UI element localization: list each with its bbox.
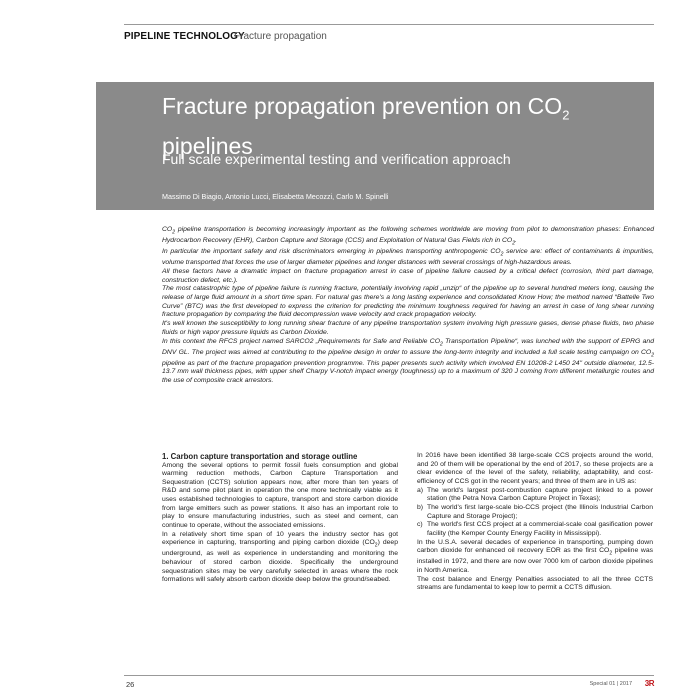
publisher-logo: 3R: [644, 679, 654, 688]
issue-label: Special 01 | 2017: [589, 681, 632, 687]
project-list: [417, 487, 653, 539]
title-banner: [96, 82, 654, 210]
list-marker: c): [417, 521, 423, 529]
title-subscript: 2: [562, 107, 570, 123]
title-line2: pipelines: [162, 132, 253, 159]
title-line1: Fracture propagation prevention on CO: [162, 93, 563, 119]
body-paragraph: In 2016 have been identified 38 large-scale CCS projects around the world, and 20 of them will be operational by the end of 2017, so these projects are a clear evidence of the level of the safety, reliability, adaptability, and cost-efficiency of CCS got in the recent years; and three of them are in US as:: [417, 452, 653, 485]
abstract-paragraph: In this context the RFCS project named SARCO2 „Requirements for Safe and Reliable $CO_2$ Transportation Pipeline“, was lunched with the support of EPRG and DNV GL. The project was aimed at contributing to the pipeline design in order to assure the long-term integrity and included a full scale testing campaign on $CO_2$ pipeline as part of the fracture propagation prevention programme. This paper presents such activity which involved EN 10208-2 L450 24" outside diameter, 12.5-13.7 mm wall thickness pipes, with upper shelf Charpy V-notch impact energy (toughness) up to a maximum of 320 J coming from different metallurgic routes and the use of composite crack arrestors.: [162, 337, 654, 385]
body-paragraph: In a relatively short time span of 10 years the industry sector has got experience in capturing, transporting and piping carbon dioxide $(CO_2)$ deep underground, as well as experience in understanding and monitoring the behaviour of stored carbon dioxide. Specifically the underground sequestration sites may be very carefully selected in areas where the rock formations will safely absorb carbon dioxide deep below the ground/seabed.: [162, 530, 398, 584]
abstract: [162, 226, 654, 386]
list-item: [417, 487, 653, 504]
abstract-paragraph: $CO_2$ pipeline transportation is becoming increasingly important as the following schemes worldwide are moving from pilot to demonstration phases: Enhanced Hydrocarbon Recovery (EHR), Carbon Capture and Storage (CCS) and Exploitation of Natural Gas Fields rich in $CO_2$.: [162, 226, 654, 247]
list-marker: b): [417, 503, 424, 511]
list-text: The world's first large-scale bio-CCS project (the Illinois Industrial Carbon Capture and Storage Project);: [427, 503, 653, 520]
abstract-paragraph: The most catastrophic type of pipeline failure is running fracture, potentially involving rapid „unzip“ of the pipeline up to several hundred meters long, causing the release of large fluid amount in a short time span. For natural gas there's a long lasting experience and consolidated Know How; the method named “Battelle Two Curve” (BTC) was the first developed to express the criterion for predicting the minimum toughness required for having an arrest in case of long shear running fracture propagation by comparing the fluid decompression wave velocity and crack propagation velocity.: [162, 285, 654, 319]
header-section: PIPELINE TECHNOLOGY: [124, 31, 245, 42]
list-text: The world's largest post-combustion capture project linked to a power station (the Petra Nova Carbon Capture Project in Texas);: [427, 486, 653, 503]
body-paragraph: The cost balance and Energy Penalties associated to all the three CCTS streams are fundamental to keep low to permit a CCTS diffusion.: [417, 575, 653, 592]
page-footer: [124, 675, 654, 688]
list-text: The world's first CCS project at a commercial-scale coal gasification power facility (the Kemper County Energy Facility in Mississippi).: [427, 521, 653, 537]
list-marker: a): [417, 486, 424, 494]
page-number: 26: [126, 680, 135, 689]
body-paragraph: Among the several options to permit fossil fuels consumption and global warming reduction methods, Carbon Capture Transportation and Sequestration (CCTS) solution appears now, after more than ten years of R&D and some pilot plant in operation the one more technically viable as it uses established technologies to capture, transport and store carbon dioxide from large emitters such as power stations. It also has an important role to play to ensure manufacturing industries, such as steel and cement, can continue to operate, without the associated emissions.: [162, 461, 398, 530]
left-column: [162, 452, 398, 585]
header-topic: Fracture propagation: [234, 31, 327, 42]
running-header: [124, 24, 654, 47]
abstract-paragraph: In particular the important safety and risk discriminators emerging in pipelines transporting anthropogenic $CO_2$ service are: effect of contaminants & impurities, volume transported that forces the use of larger diameter pipelines and longer distances with several crossings of high-hazardous areas.: [162, 248, 655, 267]
right-column: [417, 452, 653, 593]
abstract-paragraph: All these factors have a dramatic impact on fracture propagation arrest in case of pipeline failure caused by a critical defect (corrosion, third part damage, construction defect, etc.).: [162, 267, 654, 284]
section-heading: 1. Carbon capture transportation and storage outline: [162, 452, 358, 461]
authors: Massimo Di Biagio, Antonio Lucci, Elisabetta Mecozzi, Carlo M. Spinelli: [162, 192, 389, 201]
body-paragraph: In the U.S.A. several decades of experience in transporting, pumping down carbon dioxide for enhanced oil recovery EOR as the first $CO_2$ pipeline was installed in 1972, and there are now over 7000 km of carbon dioxide pipelines in North America.: [417, 538, 653, 574]
abstract-paragraph: It's well known the susceptibility to long running shear fracture of any pipeline transportation system involving high pressure gases, dense phase fluids, two phase fluids or high vapor pressure liquids as Carbon Dioxide.: [162, 320, 654, 336]
list-item: [417, 504, 653, 521]
article-subtitle: Full scale experimental testing and verification approach: [162, 151, 511, 167]
list-item: [417, 521, 653, 538]
